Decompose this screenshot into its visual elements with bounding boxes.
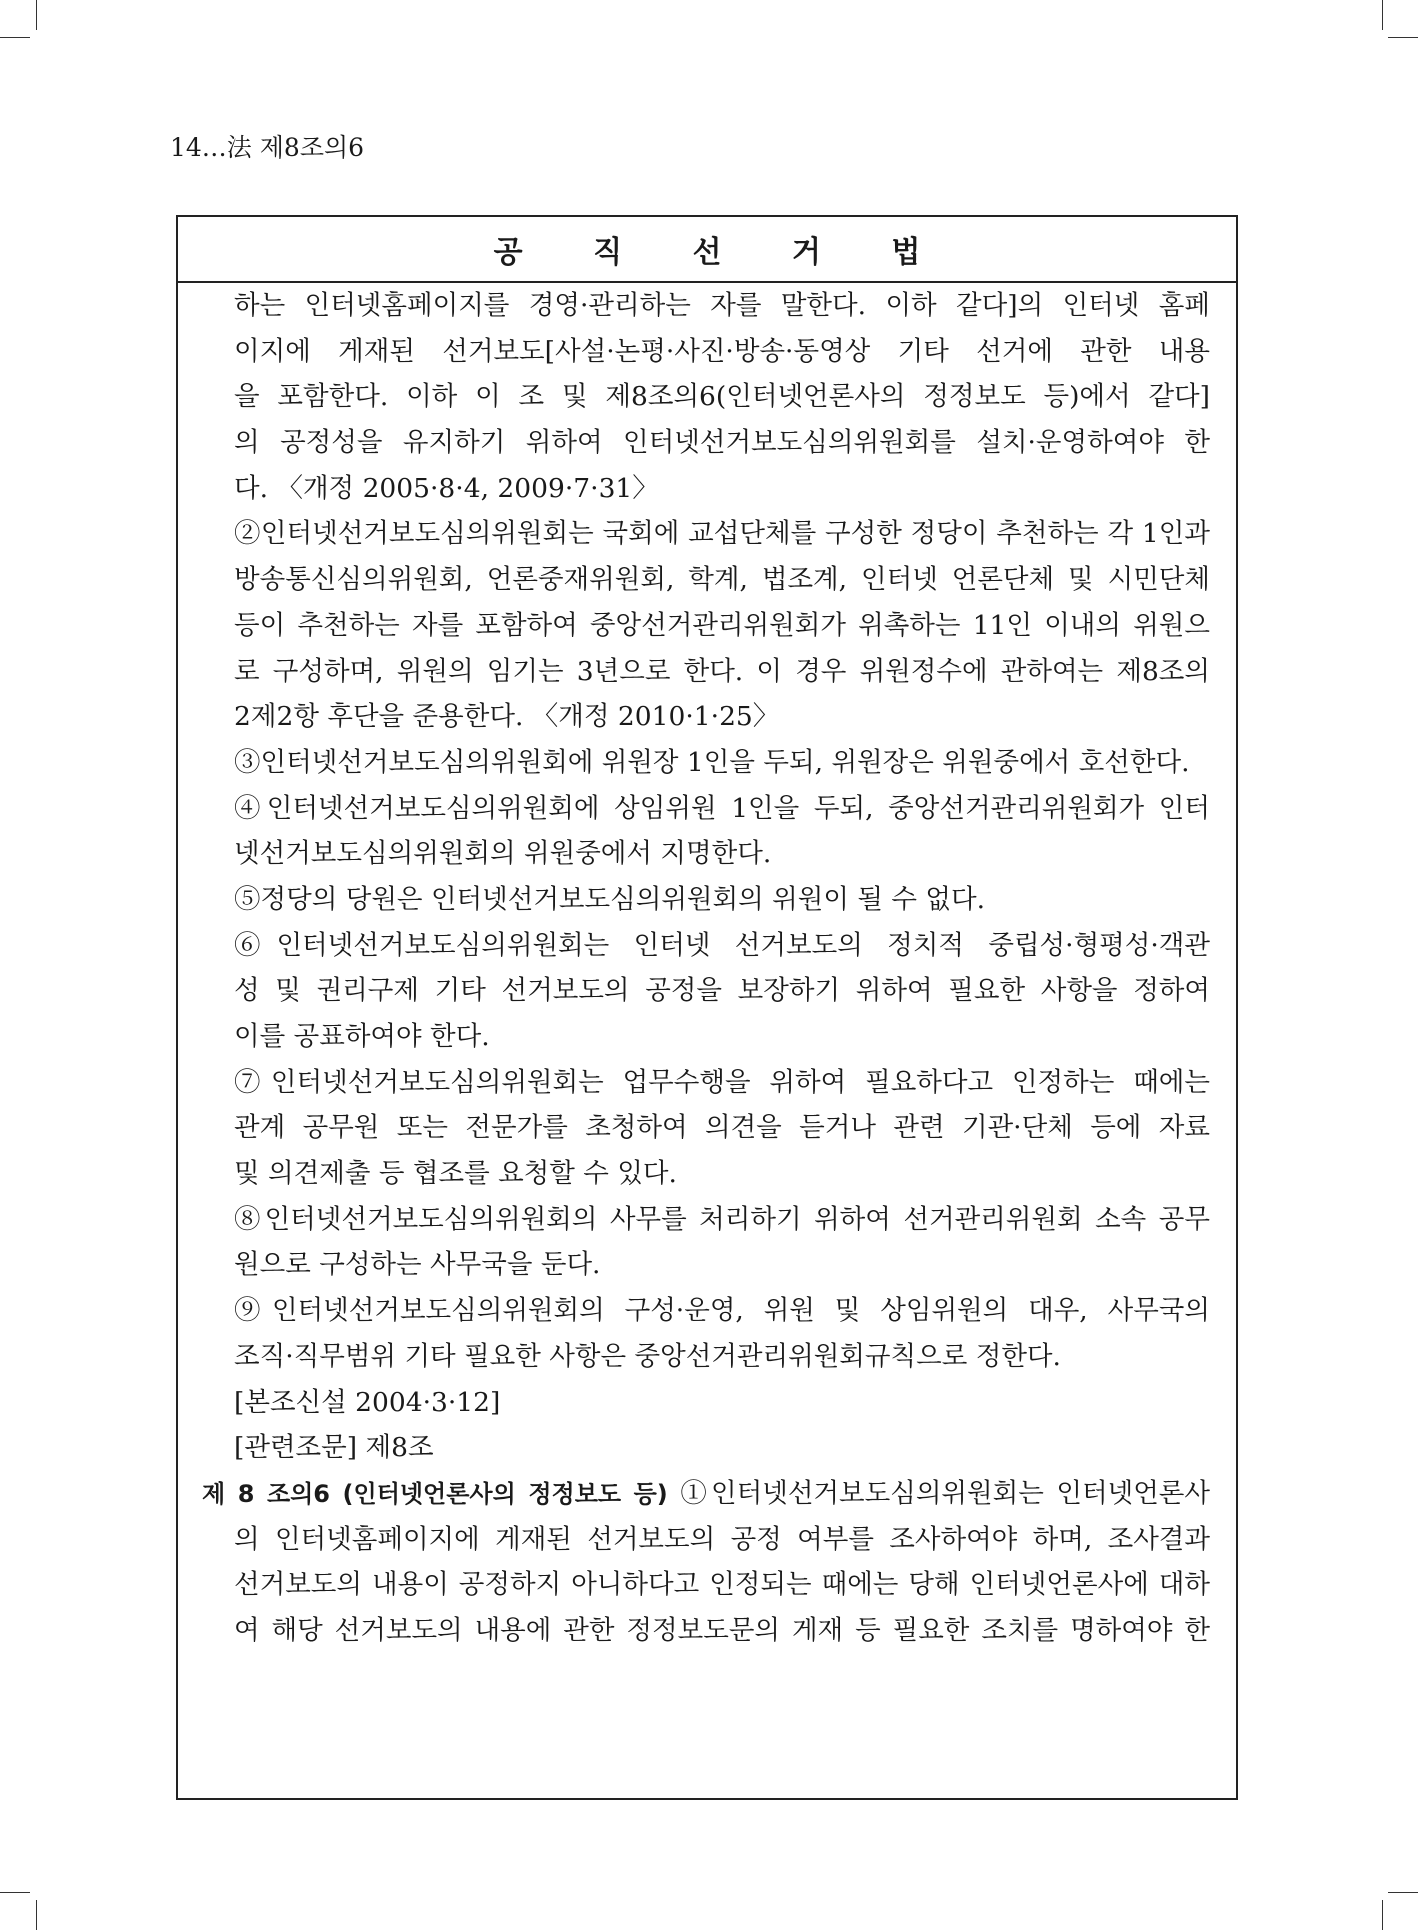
text-line: 원으로 구성하는 사무국을 둔다. bbox=[234, 1249, 601, 1281]
crop-mark bbox=[1388, 37, 1418, 38]
text-line: 관계 공무원 또는 전문가를 초청하여 의견을 듣거나 관련 기관·단체 등에 자료 bbox=[234, 1112, 1210, 1144]
text-body bbox=[178, 283, 1236, 1654]
title-bar bbox=[178, 217, 1236, 283]
crop-mark bbox=[0, 37, 30, 38]
text-line: 넷선거보도심의위원회의 위원중에서 지명한다. bbox=[234, 838, 772, 870]
text-line: 2제2항 후단을 준용한다. 〈개정 2010·1·25〉 bbox=[234, 701, 780, 733]
crop-mark bbox=[36, 1900, 37, 1930]
text-line: ⑤정당의 당원은 인터넷선거보도심의위원회의 위원이 될 수 없다. bbox=[234, 883, 986, 915]
text-line: 및 의견제출 등 협조를 요청할 수 있다. bbox=[234, 1158, 677, 1190]
crop-mark bbox=[36, 0, 37, 30]
text-line: 성 및 권리구제 기타 선거보도의 공정을 보장하기 위하여 필요한 사항을 정하여 bbox=[234, 975, 1210, 1007]
article-text-line: 여 해당 선거보도의 내용에 관한 정정보도문의 게재 등 필요한 조치를 명하여야 한 bbox=[234, 1614, 1210, 1646]
text-line: 이를 공표하여야 한다. bbox=[234, 1021, 490, 1052]
running-head: 14…法 제8조의6 bbox=[170, 133, 365, 162]
text-line: 의 공정성을 유지하기 위하여 인터넷선거보도심의위원회를 설치·운영하여야 한 bbox=[234, 427, 1210, 459]
content-frame bbox=[176, 215, 1238, 1800]
box-title: 공 직 선 거 법 bbox=[493, 235, 951, 270]
text-line: ⑦인터넷선거보도심의위원회는 업무수행을 위하여 필요하다고 인정하는 때에는 bbox=[234, 1066, 1210, 1098]
article-text-line: 선거보도의 내용이 공정하지 아니하다고 인정되는 때에는 당해 인터넷언론사에 대하 bbox=[234, 1569, 1210, 1601]
text-line: 을 포함한다. 이하 이 조 및 제8조의6(인터넷언론사의 정정보도 등)에서 같다] bbox=[234, 381, 1210, 413]
crop-mark bbox=[1382, 1900, 1383, 1930]
text-line: ④인터넷선거보도심의위원회에 상임위원 1인을 두되, 중앙선거관리위원회가 인터 bbox=[234, 792, 1210, 824]
article-text-line: 의 인터넷홈페이지에 게재된 선거보도의 공정 여부를 조사하여야 하며, 조사결과 bbox=[234, 1523, 1210, 1555]
text-line: [관련조문] 제8조 bbox=[234, 1432, 434, 1464]
text-line: ③인터넷선거보도심의위원회에 위원장 1인을 두되, 위원장은 위원중에서 호선한다. bbox=[234, 746, 1190, 778]
text-line: ②인터넷선거보도심의위원회는 국회에 교섭단체를 구성한 정당이 추천하는 각 1인과 bbox=[234, 518, 1210, 550]
text-line: 다. 〈개정 2005·8·4, 2009·7·31〉 bbox=[234, 472, 659, 504]
crop-mark bbox=[1382, 0, 1383, 30]
text-line: 이지에 게재된 선거보도[사설·논평·사진·방송·동영상 기타 선거에 관한 내용 bbox=[234, 335, 1210, 367]
crop-mark bbox=[1388, 1892, 1418, 1893]
text-line: [본조신설 2004·3·12] bbox=[234, 1386, 501, 1418]
text-line: ⑧인터넷선거보도심의위원회의 사무를 처리하기 위하여 선거관리위원회 소속 공무 bbox=[234, 1203, 1210, 1235]
text-line: ⑥인터넷선거보도심의위원회는 인터넷 선거보도의 정치적 중립성·형평성·객관 bbox=[234, 929, 1210, 961]
article-heading: 제 8 조의6 (인터넷언론사의 정정보도 등) bbox=[202, 1479, 668, 1508]
text-line: 방송통신심의위원회, 언론중재위원회, 학계, 법조계, 인터넷 언론단체 및 시민단체 bbox=[234, 564, 1210, 596]
article-first-line bbox=[202, 1471, 1210, 1517]
text-line: 조직·직무범위 기타 필요한 사항은 중앙선거관리위원회규칙으로 정한다. bbox=[234, 1340, 1061, 1372]
text-line: 로 구성하며, 위원의 임기는 3년으로 한다. 이 경우 위원정수에 관하여는 제8조의 bbox=[234, 655, 1210, 687]
text-line: ⑨인터넷선거보도심의위원회의 구성·운영, 위원 및 상임위원의 대우, 사무국의 bbox=[234, 1295, 1210, 1327]
text-line: 하는 인터넷홈페이지를 경영·관리하는 자를 말한다. 이하 같다]의 인터넷 홈페 bbox=[234, 290, 1210, 321]
article-first-line-text: ①인터넷선거보도심의위원회는 인터넷언론사 bbox=[667, 1477, 1210, 1509]
text-line: 등이 추천하는 자를 포함하여 중앙선거관리위원회가 위촉하는 11인 이내의 위원으 bbox=[234, 609, 1210, 641]
crop-mark bbox=[0, 1892, 30, 1893]
